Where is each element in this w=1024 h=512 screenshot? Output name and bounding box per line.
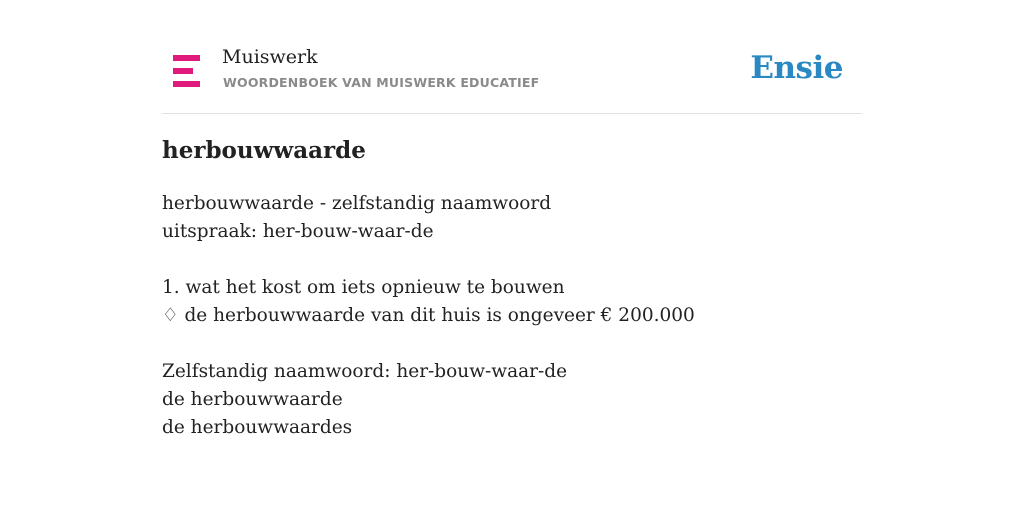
ensie-logo[interactable]: Ensie xyxy=(750,50,843,86)
entry-content xyxy=(162,190,862,442)
spacer xyxy=(162,330,862,358)
meaning: 1. wat het kost om iets opnieuw te bouwen xyxy=(162,277,565,298)
entry-title: herbouwwaarde xyxy=(162,137,366,164)
pronunciation: uitspraak: her-bouw-waar-de xyxy=(162,221,434,242)
singular-form: de herbouwwaarde xyxy=(162,389,343,410)
site-name[interactable]: Muiswerk xyxy=(222,46,318,68)
example: ♢ de herbouwwaarde van dit huis is ongeveer € 200.000 xyxy=(162,305,695,326)
definition-line: herbouwwaarde - zelfstandig naamwoord xyxy=(162,193,552,214)
site-header xyxy=(162,40,862,114)
site-subtitle: WOORDENBOEK VAN MUISWERK EDUCATIEF xyxy=(223,75,540,90)
muiswerk-logo-icon[interactable] xyxy=(173,55,200,87)
spacer xyxy=(162,246,862,274)
plural-form: de herbouwwaardes xyxy=(162,417,353,438)
noun-line: Zelfstandig naamwoord: her-bouw-waar-de xyxy=(162,361,568,382)
